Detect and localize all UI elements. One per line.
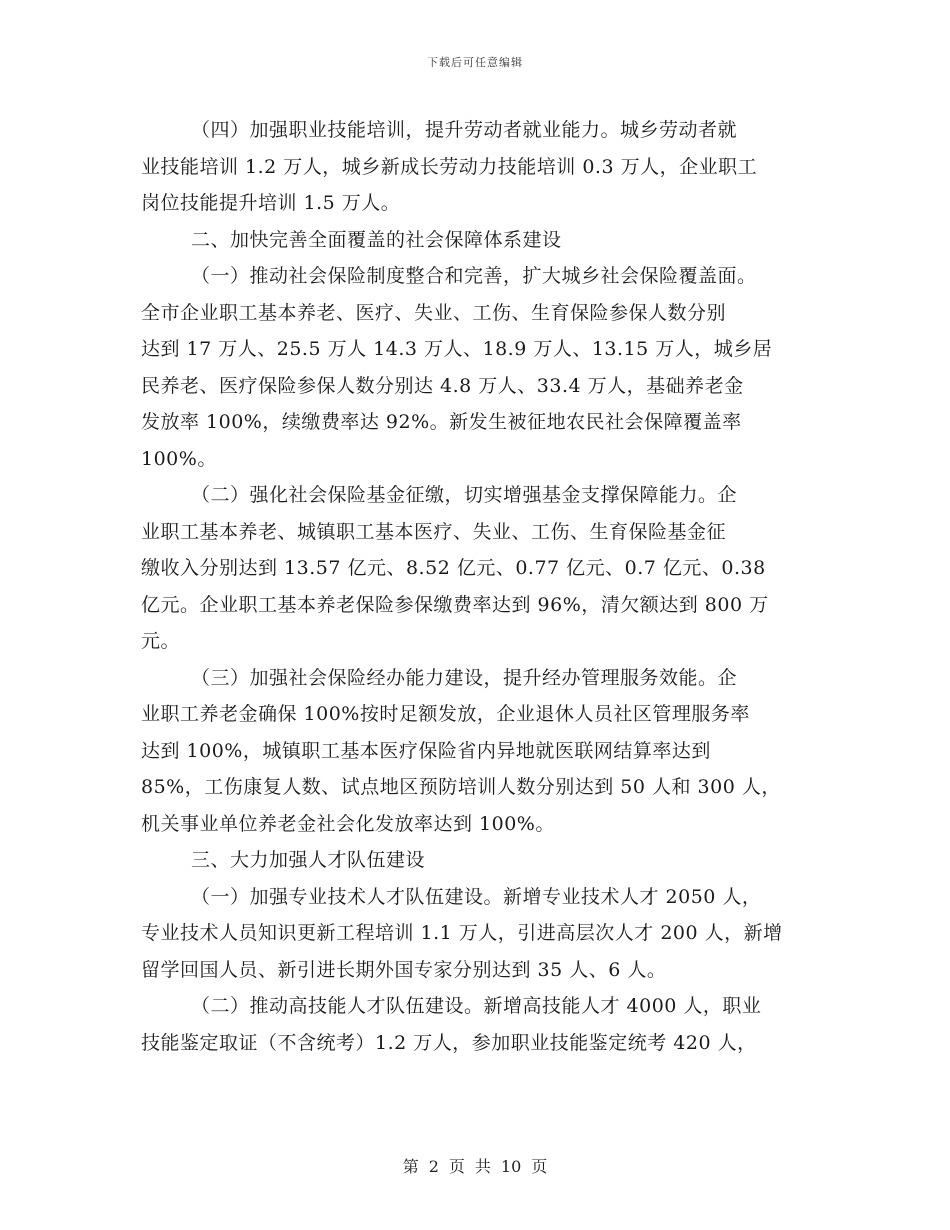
footer-total-prefix: 共: [474, 1157, 491, 1176]
paragraph-line: （二）强化社会保险基金征缴，切实增强基金支撑保障能力。企: [191, 484, 738, 506]
footer-page-label: 页: [448, 1157, 465, 1176]
paragraph-line: 85%，工伤康复人数、试点地区预防培训人数分别达到 50 人和 300 人，: [141, 776, 781, 798]
paragraph-line: 亿元。企业职工基本养老保险参保缴费率达到 96%，清欠额达到 800 万: [141, 593, 769, 616]
paragraph-line: 发放率 100%，续缴费率达 92%。新发生被征地农民社会保障覆盖率: [141, 411, 742, 433]
paragraph-line: （二）推动高技能人才队伍建设。新增高技能人才 4000 人，职业: [191, 995, 762, 1017]
paragraph-line: （三）加强社会保险经办能力建设，提升经办管理服务效能。企: [191, 666, 738, 689]
paragraph-line: 缴收入分别达到 13.57 亿元、8.52 亿元、0.77 亿元、0.7 亿元、0.38: [141, 557, 766, 579]
paragraph-line: 元。: [141, 630, 181, 652]
footer-total-pages: 10: [500, 1157, 522, 1176]
paragraph-line: （一）推动社会保险制度整合和完善，扩大城乡社会保险覆盖面。: [191, 265, 757, 287]
header-note: 下载后可任意编辑: [427, 56, 523, 69]
paragraph-line: 二、加快完善全面覆盖的社会保障体系建设: [191, 228, 562, 251]
paragraph-line: 三、大力加强人才队伍建设: [191, 849, 426, 871]
paragraph-line: 民养老、医疗保险参保人数分别达 4.8 万人、33.4 万人，基础养老金: [141, 374, 744, 397]
paragraph-line: 100%。: [141, 447, 217, 470]
document-body: [141, 112, 813, 1061]
paragraph-line: （一）加强专业技术人才队伍建设。新增专业技术人才 2050 人，: [191, 885, 762, 908]
paragraph-line: 达到 17 万人、25.5 万人 14.3 万人、18.9 万人、13.15 万人，城乡居: [141, 338, 773, 360]
paragraph-line: 技能鉴定取证（不含统考）1.2 万人，参加职业技能鉴定统考 420 人，: [141, 1031, 757, 1054]
paragraph-line: 岗位技能提升培训 1.5 万人。: [141, 192, 401, 214]
page-footer: [0, 1154, 950, 1177]
footer-total-suffix: 页: [531, 1157, 548, 1176]
paragraph-line: 业技能培训 1.2 万人，城乡新成长劳动力技能培训 0.3 万人，企业职工: [141, 155, 758, 178]
paragraph-line: 业职工基本养老、城镇职工基本医疗、失业、工伤、生育保险基金征: [141, 520, 727, 543]
paragraph-line: （四）加强职业技能培训，提升劳动者就业能力。城乡劳动者就: [191, 119, 738, 141]
paragraph-line: 机关事业单位养老金社会化发放率达到 100%。: [141, 812, 555, 835]
paragraph-line: 达到 100%，城镇职工基本医疗保险省内异地就医联网结算率达到: [141, 739, 711, 762]
paragraph-line: 留学回国人员、新引进长期外国专家分别达到 35 人、6 人。: [141, 958, 667, 981]
paragraph-line: 专业技术人员知识更新工程培训 1.1 万人，引进高层次人才 200 人，新增: [141, 922, 783, 944]
footer-page-number: 2: [428, 1157, 439, 1176]
footer-page-prefix: 第: [402, 1157, 419, 1176]
paragraph-line: 业职工养老金确保 100%按时足额发放，企业退休人员社区管理服务率: [141, 703, 750, 725]
paragraph-line: 全市企业职工基本养老、医疗、失业、工伤、生育保险参保人数分别: [141, 301, 727, 324]
